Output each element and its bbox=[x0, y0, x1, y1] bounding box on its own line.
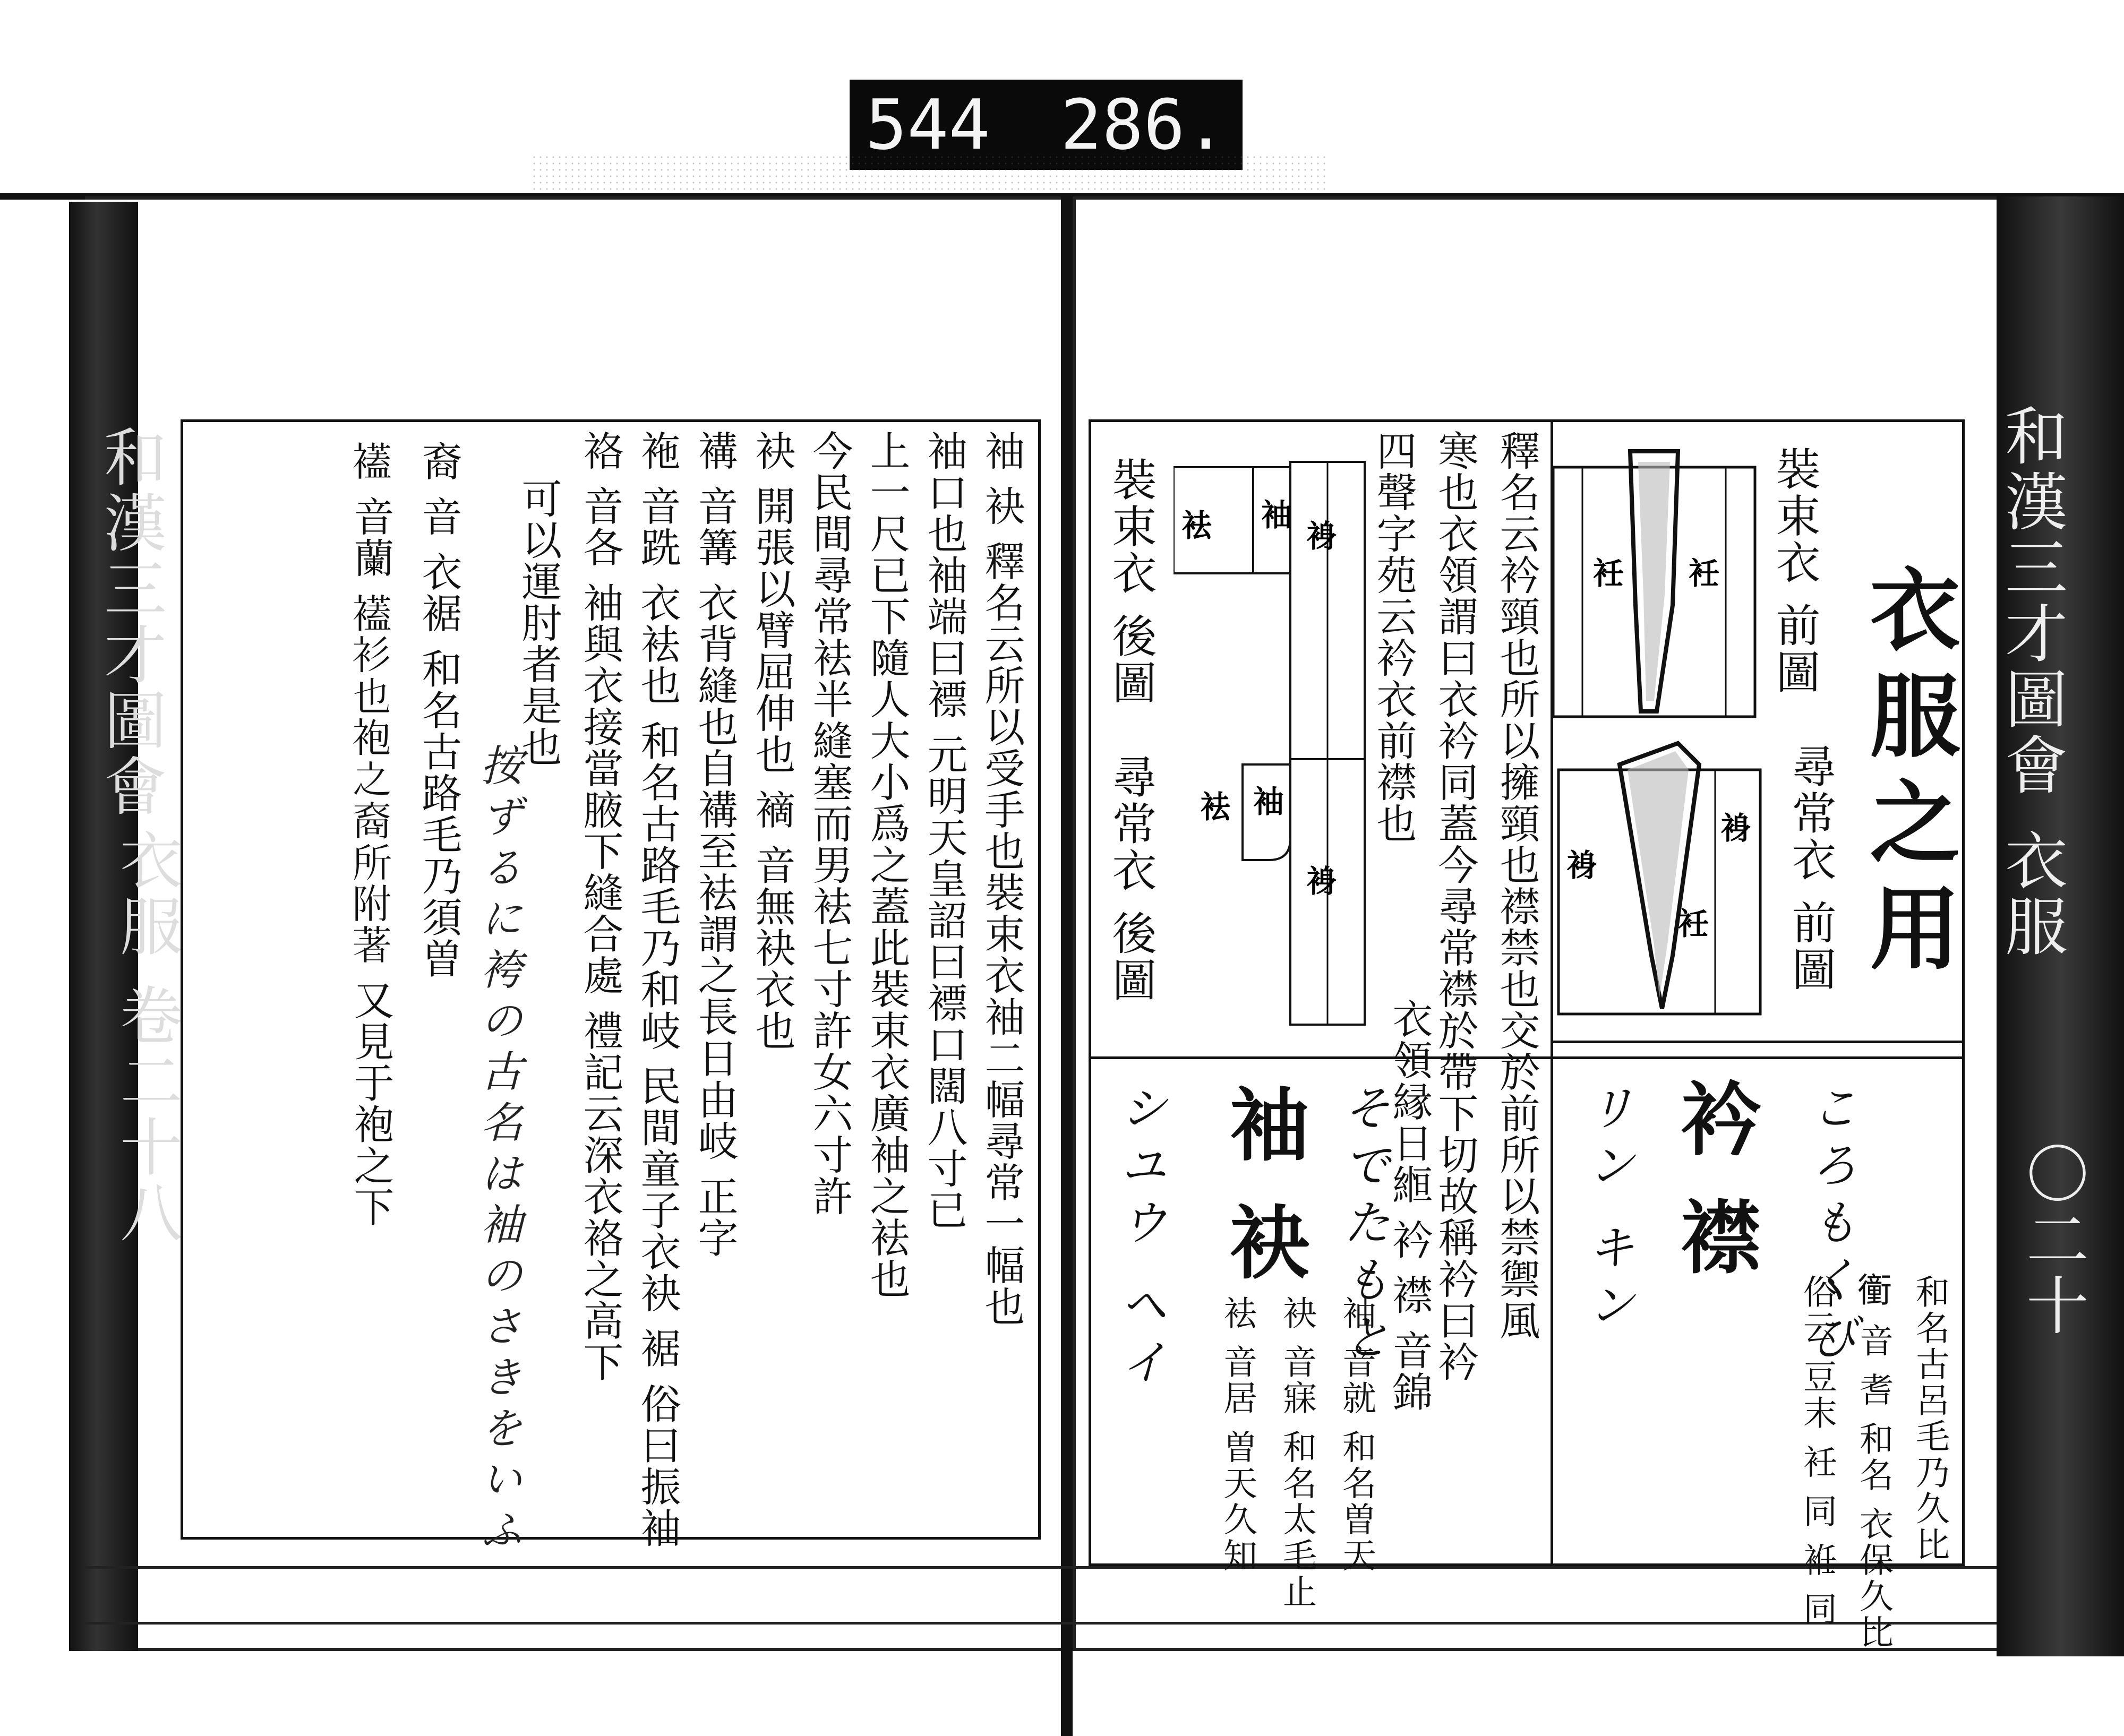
shukyo-line-3: 袪 音居 曽天久知 bbox=[1218, 1295, 1257, 1574]
caption-shozoku-front: 裝束衣 前圖 bbox=[1769, 446, 1821, 696]
left-line-1: 袖 袂 釋名云所以受手也裝束衣袖二幅尋常一幅也 bbox=[978, 430, 1025, 1328]
shozoku-back-illustration bbox=[1174, 430, 1370, 759]
kin-line-1: 釋名云衿頸也所以擁頸也襟禁也交於前所以禁禦風 bbox=[1493, 430, 1540, 1341]
left-margin-volume: 卷二十八 bbox=[109, 983, 183, 1247]
left-line-6: 褠 音篝 衣背縫也自褠至袪謂之長日由岐 正字 bbox=[691, 430, 739, 1259]
left-line-8: 袼 音各 袖與衣接當腋下縫合處 禮記云深衣袼之高下 bbox=[577, 430, 624, 1383]
label-right-number: 286. bbox=[1060, 84, 1227, 165]
label-sleeve-2: 袖 bbox=[1253, 784, 1284, 820]
left-main-text bbox=[563, 430, 1030, 1549]
label-gusset-right: 衽 bbox=[1689, 555, 1720, 591]
left-line-9: 可以運肘者是也 bbox=[515, 478, 562, 768]
label-body-right: 裑 bbox=[1720, 810, 1752, 846]
aux-line-2: 𧞔 音蘭 𧞔衫也袍之裔所附著 又見于袍之下 bbox=[347, 441, 395, 1228]
caption-jinjo-front: 尋常衣 前圖 bbox=[1785, 743, 1837, 993]
left-aux-text bbox=[329, 441, 467, 1290]
entry-shukyo-gloss: そでたもと bbox=[1334, 1083, 1390, 1370]
left-margin-chapter bbox=[101, 828, 191, 1247]
book-gutter bbox=[1061, 196, 1073, 1736]
label-gusset: 衽 bbox=[1678, 906, 1709, 942]
caption-jinjo-back: 尋常衣 後圖 bbox=[1105, 754, 1157, 1004]
kin-line-7: 俗云 豆末 衽 同 袵 同 bbox=[1797, 1274, 1837, 1628]
shukyo-line-1: 袖 音就 和名曽天 bbox=[1337, 1295, 1376, 1574]
left-line-7: 袘 音跣 衣袪也 和名古路毛乃和岐 民間童子衣袂 裾 俗曰振袖 bbox=[634, 430, 681, 1549]
kin-line-2: 寒也衣領謂曰衣衿同蓋今尋常襟於帶下切故稱衿曰衿 bbox=[1432, 430, 1479, 1382]
entry-shukyo-reading: シユウ ヘイ bbox=[1111, 1083, 1167, 1395]
right-margin-chapter: 衣服 bbox=[1994, 828, 2068, 960]
kin-line-6: 𧘂 音 䎛 和名 衣保久比 bbox=[1854, 1274, 1893, 1651]
label-cuff: 袪 bbox=[1181, 508, 1213, 544]
bottom-band bbox=[85, 1566, 1997, 1625]
left-margin-folio: 〇二十 bbox=[2016, 1141, 2089, 1339]
label-cuff-2: 袪 bbox=[1200, 789, 1231, 825]
right-divider-horizontal-2 bbox=[1551, 1041, 1965, 1043]
left-line-2: 袖口也袖端曰褾 元明天皇詔曰褾口闊八寸已 bbox=[921, 430, 968, 1231]
label-body-2: 裑 bbox=[1306, 863, 1338, 899]
shozoku-front-illustration bbox=[1551, 446, 1758, 722]
entry-kin-notes bbox=[1561, 1274, 1954, 1651]
left-line-4: 今民間尋常袪半縫塞而男袪七寸許女六寸許 bbox=[806, 430, 853, 1217]
entry-shukyo-heading: 袖 袂 bbox=[1216, 1083, 1309, 1286]
entry-kin-gloss: ころもくび bbox=[1802, 1083, 1857, 1370]
left-line-3: 上一尺已下隨人大小爲之蓋此裝束衣廣袖之袪也 bbox=[863, 430, 911, 1300]
caption-shozoku-back: 裝束衣 後圖 bbox=[1105, 457, 1157, 707]
shukyo-line-2: 袂 音寐 和名太毛止 bbox=[1277, 1295, 1316, 1610]
kin-line-5: 和名古呂毛乃久比 bbox=[1910, 1274, 1949, 1563]
label-body-left: 裑 bbox=[1566, 847, 1598, 883]
left-margin-chapter-name: 衣服 bbox=[109, 828, 183, 960]
handwritten-note: 按ずるに袴の古名は袖のさきをいふ bbox=[473, 743, 523, 1559]
aux-line-1: 裔 音 衣裾 和名古路毛乃須曽 bbox=[415, 441, 463, 979]
right-divider-vertical bbox=[1551, 419, 1553, 1566]
jinjo-back-illustration bbox=[1184, 754, 1370, 1030]
right-margin-title: 和漢三才圖會 bbox=[1994, 403, 2068, 798]
section-title: 衣服之用 bbox=[1854, 563, 1960, 987]
label-gusset-left: 衽 bbox=[1593, 555, 1624, 591]
entry-kin-reading: リン キン bbox=[1579, 1083, 1634, 1337]
left-margin-title: 和漢三才圖會 bbox=[93, 425, 167, 820]
kin-line-3: 四聲字苑云衿衣前襟也 bbox=[1370, 430, 1417, 844]
label-body: 裑 bbox=[1306, 518, 1338, 554]
entry-shukyo-text bbox=[1104, 1295, 1381, 1610]
jinjo-front-illustration bbox=[1556, 733, 1763, 1030]
entry-kin-heading: 衿 襟 bbox=[1667, 1078, 1761, 1281]
left-line-5: 袂 開張以臂屈伸也 䙗 音無袂衣也 bbox=[749, 430, 796, 1052]
label-left-number: 544 bbox=[866, 84, 990, 165]
label-sleeve: 袖 bbox=[1261, 497, 1292, 533]
page-speckle bbox=[531, 154, 1328, 196]
kin-line-4: 衣領縁日縆 衿 襟 音錦 bbox=[1386, 998, 1433, 1413]
